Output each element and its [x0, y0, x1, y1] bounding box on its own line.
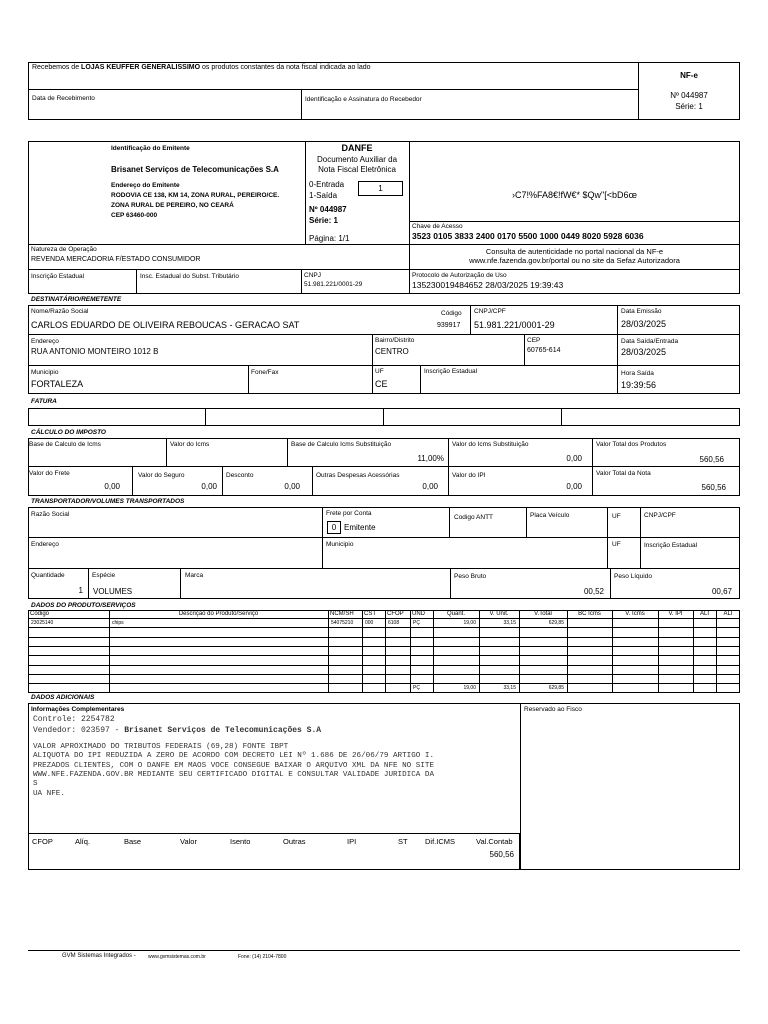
col-divider — [693, 610, 694, 693]
info-line: ALIQUOTA DO IPI REDUZIDA A ZERO DE ACORDO COM DECRETO LEI Nº 1.686 DE 26/06/79 ARTIGO I. — [33, 752, 435, 761]
cfop-header-cell: Dif.ICMS — [425, 837, 455, 846]
adicionais-controle: Controle: 2254782 — [33, 715, 115, 724]
transp-placa-label: Placa Veículo — [530, 512, 570, 519]
produtos-cell: 33,15 — [503, 619, 516, 626]
transp-frete-label: Frete por Conta — [326, 510, 372, 517]
transp-uf2-label: UF — [612, 541, 621, 548]
produtos-header-cell: UND — [412, 611, 425, 617]
dest-endereco-label: Endereço — [31, 338, 59, 345]
transp-uf-label: UF — [612, 513, 621, 520]
cfop-header-cell: Alíq. — [75, 837, 91, 846]
footer-site: www.gvmsistemas.com.br — [148, 954, 206, 960]
info-line: VALOR APROXIMADO DO TRIBUTOS FEDERAIS (69,28) FONTE IBPT — [33, 743, 289, 751]
info-line: WWW.NFE.FAZENDA.GOV.BR MEDIANTE SEU CERTIFICADO DIGITAL E CONSULTAR VALIDADE JURIDICA DA — [33, 770, 435, 779]
col-divider — [109, 610, 110, 693]
barcode: ›C7!%FA8€!fW€* $Qw"[<bD6œ — [512, 190, 637, 200]
cfop-header-cell: Base — [124, 837, 142, 846]
produtos-header-cell: CFOP — [387, 611, 404, 617]
adicionais-vendedor: Vendedor: 023597 - Brisanet Serviços de Telecomunicações S.A — [33, 726, 322, 735]
destinatario-section-title: DESTINATÁRIO/REMETENTE — [31, 296, 122, 303]
v-icms-label: Valor do Icms — [170, 441, 210, 448]
transp-especie: VOLUMES — [93, 587, 133, 596]
transp-endereco-label: Endereço — [31, 541, 59, 548]
frete-label: Valor do Frete — [29, 470, 70, 477]
consulta-line2: www.nfe.fazenda.gov.br/portal ou no site da Sefaz Autorizadora — [469, 256, 680, 265]
produtos-header-cell: BC Icms — [578, 611, 601, 617]
col-divider — [410, 610, 411, 693]
transp-frete-code: 0 — [327, 521, 341, 534]
transp-frete-text: Emitente — [344, 523, 376, 532]
dest-emissao: 28/03/2025 — [621, 319, 667, 329]
protocolo-value: 135230019484652 28/03/2025 19:39:43 — [412, 280, 564, 290]
canhoto-text: Recebemos de LOJAS KEUFFER GENERALISSIMO os produtos constantes da nota fiscal indicada ao lado — [32, 64, 371, 71]
consulta-line1: Consulta de autenticidade no portal nacional da NF-e — [485, 247, 664, 256]
emitente-cep: CEP 63460-000 — [111, 212, 158, 219]
nfe-label: NF-e — [680, 71, 698, 80]
dest-cnpj-label: CNPJ/CPF — [474, 308, 506, 315]
produtos-cell: 19,00 — [463, 684, 476, 691]
bc-st-label: Base de Calculo Icms Substituição — [291, 441, 392, 448]
danfe-sub1: Documento Auxiliar da — [316, 155, 398, 164]
produtos-cell: 629,85 — [548, 619, 564, 626]
danfe-pagina: Página: 1/1 — [309, 234, 350, 243]
danfe-saida: 1-Saída — [309, 191, 338, 200]
transp-liquido-label: Peso Líquido — [614, 573, 652, 580]
produtos-header-cell: V. Unit. — [489, 611, 509, 617]
v-nota-value: 560,56 — [701, 483, 726, 492]
col-divider — [716, 610, 717, 693]
emitente-label: Identificação do Emitente — [111, 145, 190, 152]
row-divider — [28, 683, 740, 684]
v-nota-label: Valor Total da Nota — [596, 470, 651, 477]
dest-uf: CE — [375, 379, 388, 389]
desconto-value: 0,00 — [284, 482, 300, 491]
row-divider — [28, 646, 740, 647]
dest-codigo: 939917 — [437, 322, 461, 329]
danfe-numero: Nº 044987 — [309, 205, 347, 214]
dest-hora: 19:39:56 — [621, 380, 657, 390]
produtos-header-cell: ALI — [699, 611, 709, 617]
seguro-label: Valor do Seguro — [138, 472, 185, 479]
produtos-header-cell: NCM/SH — [330, 611, 354, 617]
col-divider — [328, 610, 329, 693]
produtos-cell: PÇ — [413, 684, 420, 691]
produtos-cell: 23025140 — [31, 619, 54, 626]
dest-endereco: RUA ANTONIO MONTEIRO 1012 B — [31, 347, 159, 356]
row-divider — [28, 637, 740, 638]
emitente-name: Brisanet Serviços de Telecomunicações S.A — [111, 165, 279, 174]
info-line: S — [33, 780, 38, 789]
col-divider — [362, 610, 363, 693]
natureza-value: REVENDA MERCADORIA F/ESTADO CONSUMIDOR — [31, 256, 201, 263]
transp-liquido: 00,67 — [711, 587, 732, 596]
dest-saida-label: Data Saída/Entrada — [621, 338, 679, 345]
v-prod-label: Valor Total dos Produtos — [596, 441, 667, 448]
col-divider — [567, 610, 568, 693]
danfe-serie: Série: 1 — [309, 216, 338, 225]
iest-label: Insc. Estadual do Subst. Tributário — [140, 273, 239, 280]
dest-uf-label: UF — [375, 368, 384, 375]
footer-system: GVM Sistemas Integrados - — [62, 953, 136, 959]
fatura-box — [28, 408, 740, 426]
produtos-header-cell: V.Total — [534, 611, 552, 617]
transp-bruto: 00,52 — [583, 587, 604, 596]
canhoto-numero: Nº 044987 — [670, 91, 708, 100]
col-divider — [612, 610, 613, 693]
transp-qtd-label: Quantidade — [31, 572, 65, 579]
v-st-value: 0,00 — [566, 454, 582, 463]
danfe-title: DANFE — [341, 143, 373, 153]
dest-cnpj: 51.981.221/0001-29 — [474, 320, 555, 330]
ie-label: Inscrição Estadual — [31, 273, 85, 280]
cfop-header-cell: Isento — [230, 837, 251, 846]
dest-municipio: FORTALEZA — [31, 379, 84, 389]
dest-nome: CARLOS EDUARDO DE OLIVEIRA REBOUCAS - GERACAO SAT — [31, 320, 300, 330]
produtos-header-cell: CST — [364, 611, 376, 617]
chave-value: 3523 0105 3833 2400 0170 5500 1000 0449 8020 5928 6036 — [412, 231, 644, 241]
dest-cep: 60765-614 — [527, 347, 561, 354]
bc-icms-label: Base de Calculo de Icms — [29, 441, 101, 448]
dest-saida: 28/03/2025 — [621, 347, 667, 357]
produtos-cell: 54075210 — [331, 619, 354, 626]
cfop-header-cell: ST — [398, 837, 408, 846]
produtos-header-cell: ALI — [723, 611, 733, 617]
produtos-cell: PÇ — [413, 619, 420, 626]
info-line: UA NFE. — [33, 789, 65, 798]
dest-bairro: CENTRO — [375, 347, 409, 356]
ipi-value: 0,00 — [566, 482, 582, 491]
receipt-date-label: Data de Recebimento — [32, 95, 95, 102]
seguro-value: 0,00 — [201, 482, 217, 491]
col-divider — [519, 610, 520, 693]
produtos-cell: 6108 — [388, 619, 400, 626]
transp-municipio-label: Municipio — [326, 541, 354, 548]
transp-cnpj-label: CNPJ/CPF — [644, 512, 676, 519]
cnpj-emit-value: 51.981.221/0001-29 — [304, 281, 363, 288]
info-line: PREZADOS CLIENTES, COM O DANFE EM MAOS VOCE CONSEGUE BAIXAR O ARQUIVO XML DA NFE NO SITE — [33, 761, 435, 770]
dest-ie-label: Inscrição Estadual — [424, 368, 478, 375]
produtos-cell: 33,15 — [503, 684, 516, 691]
transp-marca-label: Marca — [185, 572, 204, 579]
imposto-section-title: CÁLCULO DO IMPOSTO — [31, 429, 106, 436]
v-st-label: Valor do Icms Substituição — [452, 441, 529, 448]
transp-bruto-label: Peso Bruto — [454, 573, 487, 580]
receiver-signature-label: Identificação e Assinatura do Recebedor — [305, 96, 422, 103]
natureza-label: Natureza de Operação — [31, 246, 97, 253]
emitente-addr-label: Endereço do Emitente — [111, 182, 180, 189]
emitente-addr1: RODOVIA CE 138, KM 14, ZONA RURAL, PEREIRO/CE. — [111, 192, 280, 199]
dest-municipio-label: Municipio — [31, 369, 59, 376]
col-divider — [658, 610, 659, 693]
row-divider — [28, 665, 740, 666]
transp-especie-label: Espécie — [92, 572, 116, 579]
outras-label: Outras Despesas Acessórias — [316, 472, 400, 479]
info-complementares-label: Informações Complementares — [31, 706, 125, 713]
dest-bairro-label: Bairro/Distrito — [375, 337, 415, 344]
emitente-addr2: ZONA RURAL DE PEREIRO, NO CEARÁ — [111, 202, 234, 209]
protocolo-label: Protocolo de Autorização de Uso — [412, 272, 507, 279]
transporte-section-title: TRANSPORTADOR/VOLUMES TRANSPORTADOS — [31, 498, 185, 505]
danfe-tipo-box: 1 — [358, 181, 403, 196]
dest-nome-label: Nome/Razão Social — [31, 308, 89, 315]
fatura-section-title: FATURA — [31, 398, 57, 405]
col-divider — [479, 610, 480, 693]
produtos-header-cell: V. IPI — [668, 611, 683, 617]
v-prod-value: 560,56 — [699, 455, 724, 464]
dest-hora-label: Hora Saída — [621, 370, 654, 377]
danfe-sub2: Nota Fiscal Eletrônica — [318, 165, 396, 174]
produtos-header-cell: Descrição do Produto/Serviço — [178, 611, 259, 617]
cfop-val-contab: 560,56 — [489, 850, 514, 859]
outras-value: 0,00 — [422, 482, 438, 491]
transp-antt-label: Codigo ANTT — [454, 514, 494, 521]
produtos-header-cell: V. Icms — [625, 611, 645, 617]
produtos-cell: 19,00 — [463, 619, 476, 626]
cnpj-emit-label: CNPJ — [304, 272, 321, 279]
adicionais-section-title: DADOS ADICIONAIS — [31, 694, 95, 701]
chave-label: Chave de Acesso — [412, 223, 463, 230]
cfop-header-cell: CFOP — [32, 837, 53, 846]
fisco-label: Reservado ao Fisco — [524, 706, 582, 713]
row-divider — [28, 674, 740, 675]
cfop-header-cell: IPI — [347, 837, 357, 846]
footer-fone: Fone: (14) 2104-7800 — [238, 954, 287, 960]
produtos-cell: 629,85 — [548, 684, 564, 691]
desconto-label: Desconto — [226, 472, 254, 479]
produtos-cell: chips — [112, 619, 124, 626]
produtos-section-title: DADOS DO PRODUTO/SERVIÇOS — [31, 602, 136, 609]
canhoto-serie: Série: 1 — [675, 102, 703, 111]
danfe-entrada: 0-Entrada — [309, 180, 345, 189]
dest-cep-label: CEP — [527, 337, 541, 344]
dest-fone-label: Fone/Fax — [251, 369, 279, 376]
dest-emissao-label: Data Emissão — [621, 308, 662, 315]
frete-value: 0,00 — [104, 482, 120, 491]
dest-codigo-label: Código — [441, 310, 462, 317]
col-divider — [385, 610, 386, 693]
produtos-cell: 000 — [365, 619, 374, 626]
produtos-header-cell: Código — [30, 611, 50, 617]
col-divider — [433, 610, 434, 693]
row-divider — [28, 655, 740, 656]
cfop-header-cell: Valor — [180, 837, 197, 846]
cfop-header-cell: Outras — [283, 837, 306, 846]
row-divider — [28, 627, 740, 628]
cfop-header-cell: Val.Contab — [476, 837, 513, 846]
transp-ie-label: Inscrição Estadual — [644, 542, 698, 549]
transp-razao-label: Razão Social — [31, 511, 70, 518]
ipi-label: Valor do IPI — [452, 472, 486, 479]
produtos-header-cell: Quant. — [446, 611, 465, 617]
bc-st-value: 11,00% — [417, 454, 444, 463]
transp-qtd: 1 — [78, 586, 83, 595]
